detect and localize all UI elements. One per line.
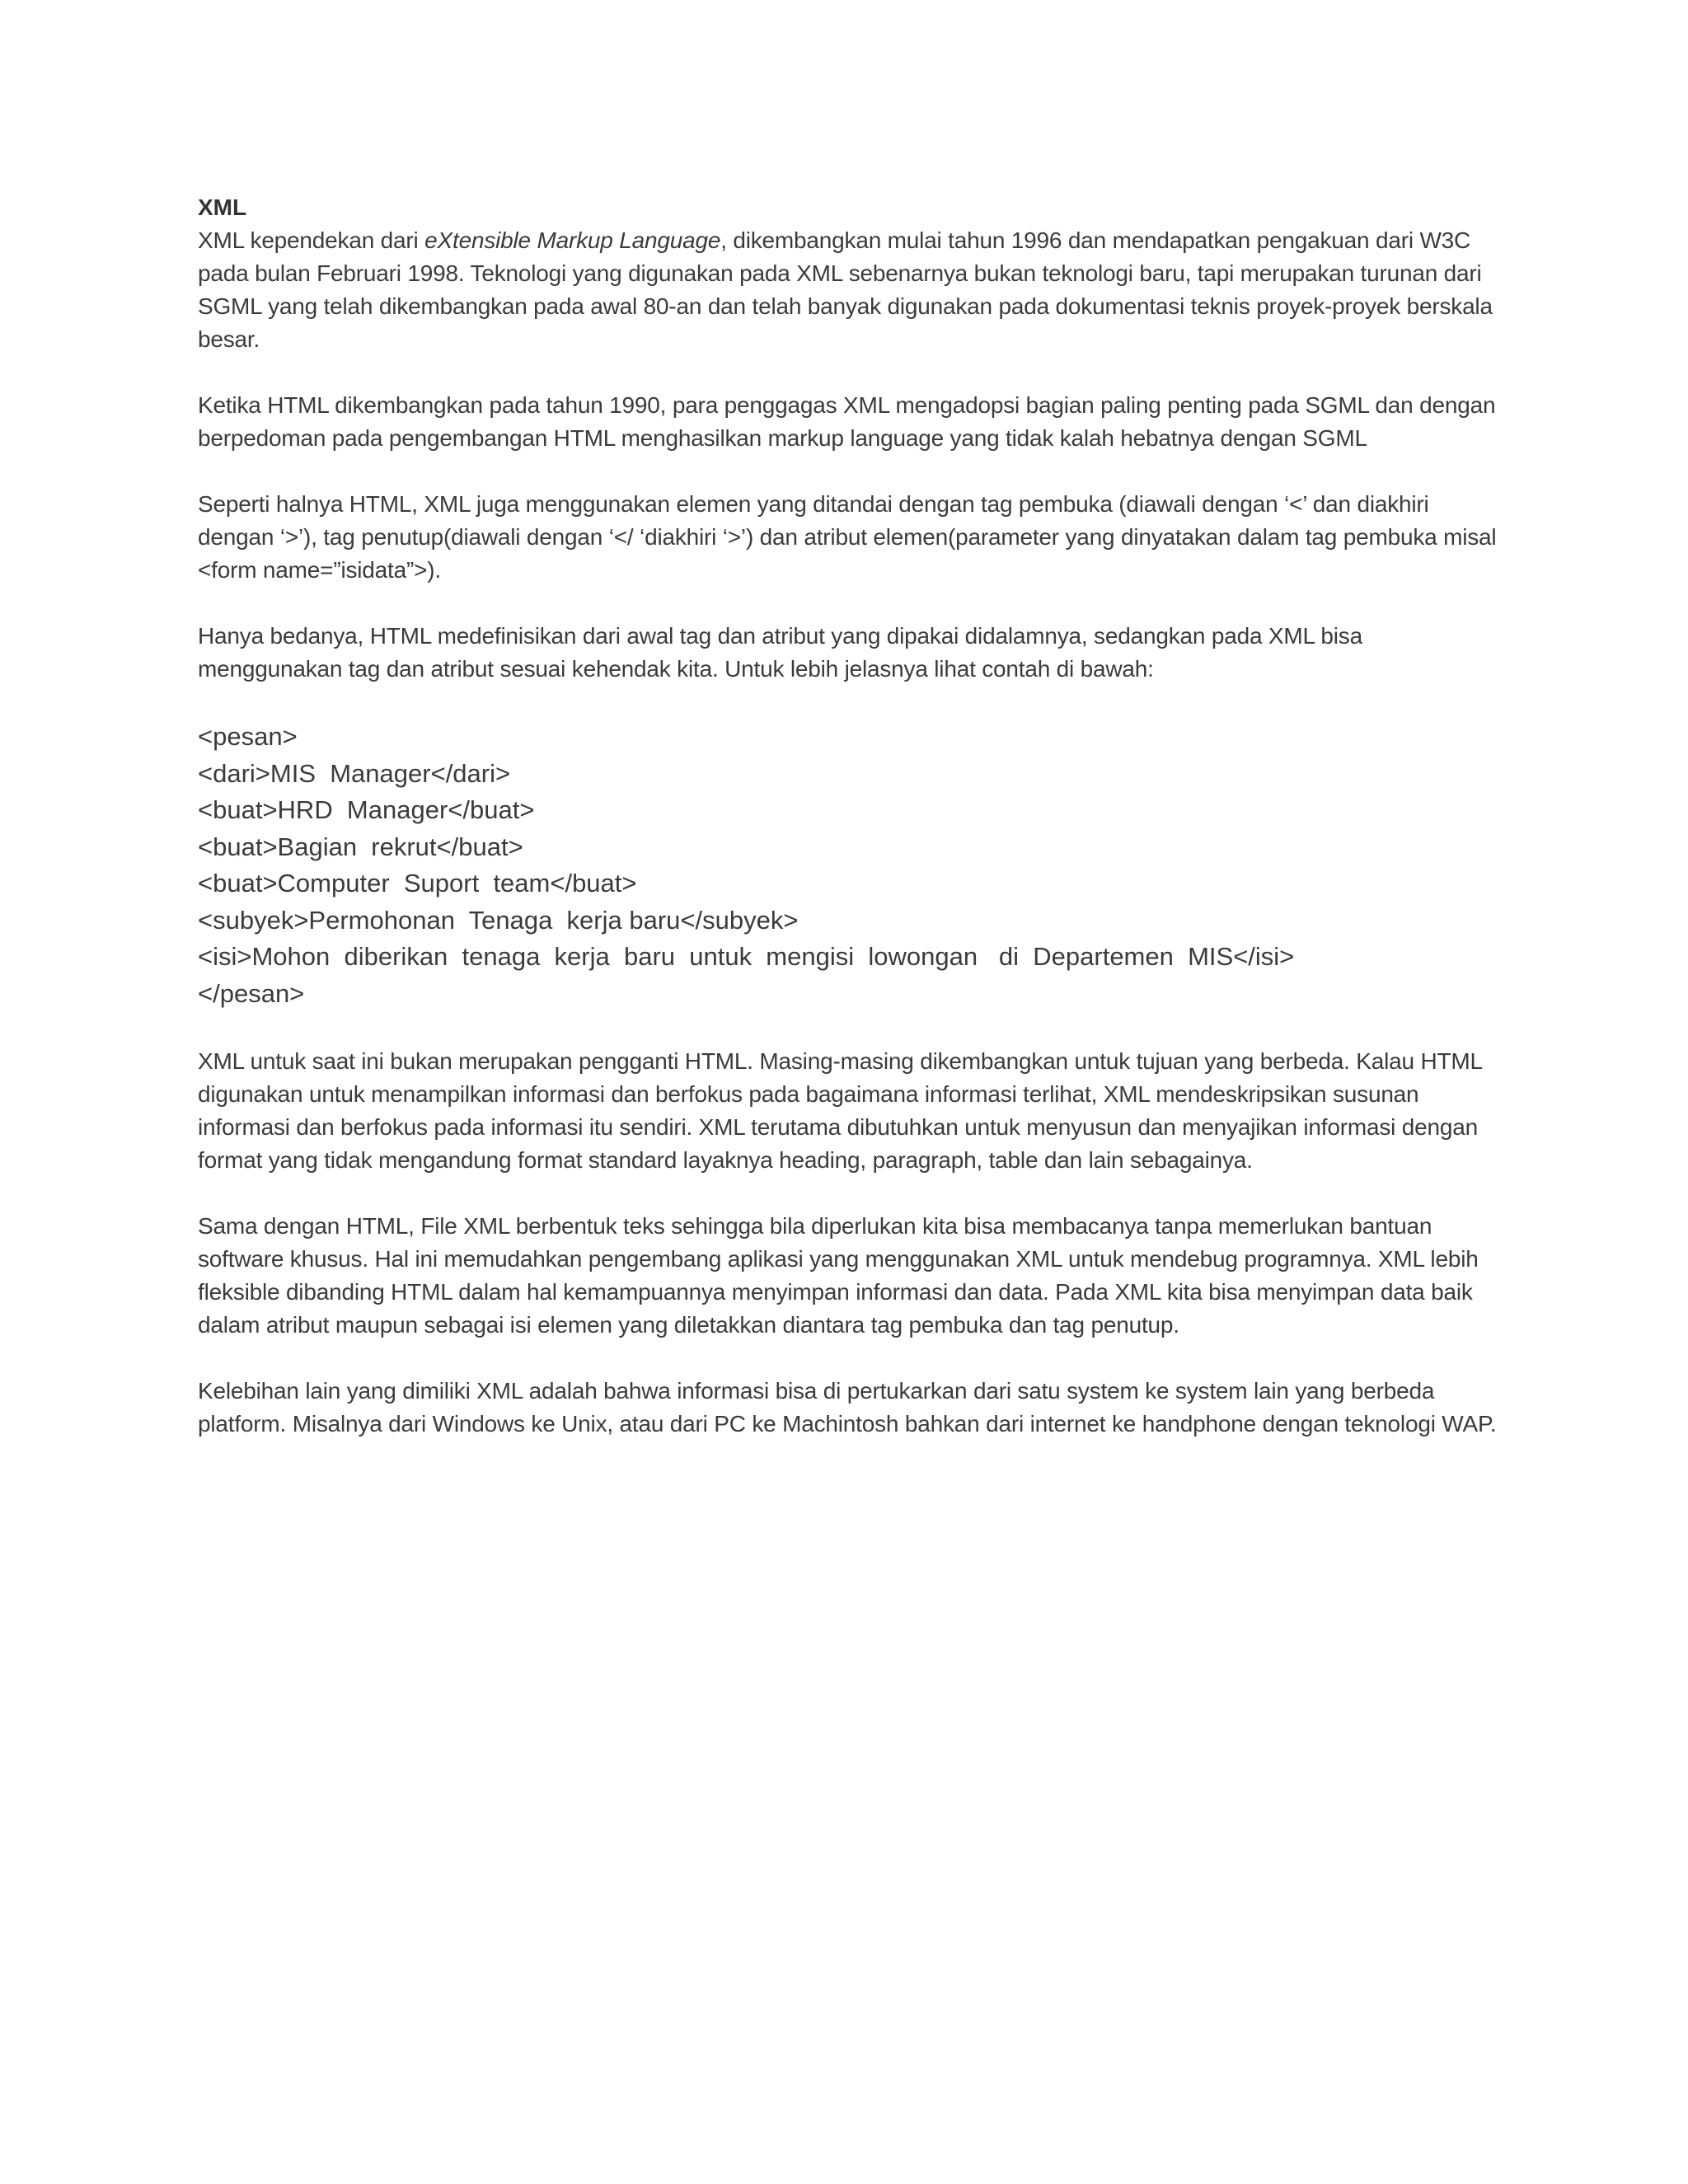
paragraph-tags: Seperti halnya HTML, XML juga menggunakan elemen yang ditandai dengan tag pembuka (diawali dengan ‘<’ dan diakhiri dengan ‘>’), tag penutup(diawali dengan ‘</ ‘diakhiri ‘>’) dan atribut elemen(parameter yang dinyatakan dalam tag pembuka misal <form name=”isidata”>). bbox=[198, 491, 1497, 583]
document-page bbox=[198, 191, 1500, 1474]
paragraph-intro-italic: eXtensible Markup Language bbox=[424, 227, 721, 253]
xml-example-line: </pesan> bbox=[198, 978, 305, 1008]
xml-example-line: <buat>Computer Suport team</buat> bbox=[198, 869, 637, 898]
paragraph-interoperability: Kelebihan lain yang dimiliki XML adalah bahwa informasi bisa di pertukarkan dari satu system ke system lain yang berbeda platform. Misalnya dari Windows ke Unix, atau dari PC ke Machintosh bahkan dari internet ke handphone dengan teknologi WAP. bbox=[198, 1378, 1497, 1436]
paragraph-intro bbox=[198, 224, 1500, 356]
xml-example-line: <isi>Mohon diberikan tenaga kerja baru untuk mengisi lowongan di Departemen MIS</isi> bbox=[198, 942, 1295, 971]
xml-example-line: <subyek>Permohonan Tenaga kerja baru</subyek> bbox=[198, 905, 799, 935]
xml-example-line: <dari>MIS Manager</dari> bbox=[198, 758, 511, 788]
paragraph-text-format: Sama dengan HTML, File XML berbentuk teks sehingga bila diperlukan kita bisa membacanya tanpa memerlukan bantuan software khusus. Hal ini memudahkan pengembang aplikasi yang menggunakan XML untuk mendebug programnya. XML lebih fleksible dibanding HTML dalam hal kemampuannya menyimpan informasi dan data. Pada XML kita bisa menyimpan data baik dalam atribut maupun sebagai isi elemen yang diletakkan diantara tag pembuka dan tag penutup. bbox=[198, 1213, 1479, 1338]
paragraph-intro-rest: , dikembangkan mulai tahun 1996 dan mendapatkan pengakuan dari W3C pada bulan Februari 1998. Teknologi yang digunakan pada XML sebenarnya bukan teknologi baru, tapi merupakan turunan dari SGML yang telah dikembangkan pada awal 80-an dan telah banyak digunakan pada dokumentasi teknis proyek-proyek berskala besar. bbox=[198, 227, 1493, 352]
document-title: XML bbox=[198, 194, 247, 220]
xml-example-line: <pesan> bbox=[198, 722, 298, 751]
paragraph-history: Ketika HTML dikembangkan pada tahun 1990, para penggagas XML mengadopsi bagian paling penting pada SGML dan dengan berpedoman pada pengembangan HTML menghasilkan markup language yang tidak kalah hebatnya dengan SGML bbox=[198, 392, 1496, 451]
paragraph-not-replacement: XML untuk saat ini bukan merupakan pengganti HTML. Masing-masing dikembangkan untuk tujuan yang berbeda. Kalau HTML digunakan untuk menampilkan informasi dan berfokus pada bagaimana informasi terlihat, XML mendeskripsikan susunan informasi dan berfokus pada informasi itu sendiri. XML terutama dibutuhkan untuk menyusun dan menyajikan informasi dengan format yang tidak mengandung format standard layaknya heading, paragraph, table dan lain sebagainya. bbox=[198, 1048, 1482, 1173]
paragraph-difference: Hanya bedanya, HTML medefinisikan dari awal tag dan atribut yang dipakai didalamnya, sedangkan pada XML bisa menggunakan tag dan atribut sesuai kehendak kita. Untuk lebih jelasnya lihat contah di bawah: bbox=[198, 623, 1362, 682]
xml-example-line: <buat>Bagian rekrut</buat> bbox=[198, 832, 523, 861]
paragraph-intro-start: XML kependekan dari bbox=[198, 227, 425, 253]
xml-example-block bbox=[198, 719, 1500, 1012]
xml-example-line: <buat>HRD Manager</buat> bbox=[198, 795, 535, 824]
